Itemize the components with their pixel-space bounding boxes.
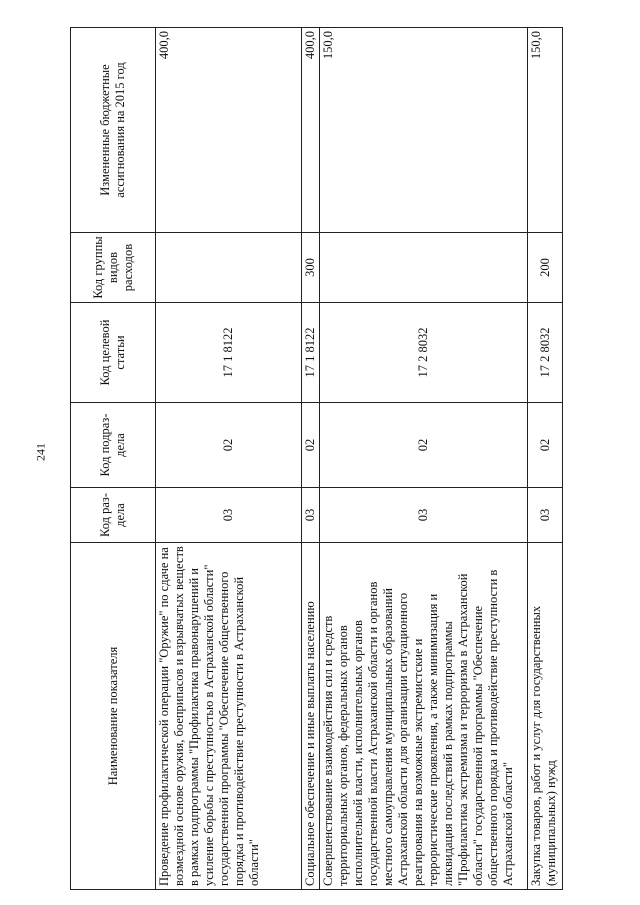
row-name: Социальное обеспечение и иные выплаты населению bbox=[302, 543, 320, 890]
row-expense-group bbox=[320, 233, 528, 303]
row-name: Проведение профилактической операции "Оружие" по сдаче на возмездной основе оружия, боеприпасов и взрывчатых веществ в рамках подпрограммы "Профилактика правонарушений и усиление борьбы с преступностью в Астраханской области" государственной программы "Обеспечение общественного порядка и противодействие преступности в Астраханской области" bbox=[156, 543, 302, 890]
budget-table bbox=[70, 27, 563, 890]
budget-table-wrapper bbox=[70, 28, 562, 890]
table-row bbox=[302, 28, 320, 890]
row-subsection: 02 bbox=[320, 403, 528, 488]
header-allocations: Измененные бюджетные ассигнования на 2015 год bbox=[71, 28, 156, 233]
header-expense-group: Код группы видов расходов bbox=[71, 233, 156, 303]
row-expense-group: 200 bbox=[528, 233, 563, 303]
row-target-item: 17 1 8122 bbox=[156, 303, 302, 403]
row-target-item: 17 2 8032 bbox=[528, 303, 563, 403]
row-target-item: 17 2 8032 bbox=[320, 303, 528, 403]
header-subsection: Код подраз- дела bbox=[71, 403, 156, 488]
row-section: 03 bbox=[320, 488, 528, 543]
row-amount: 150,0 bbox=[320, 28, 528, 233]
table-row bbox=[156, 28, 302, 890]
row-amount: 400,0 bbox=[302, 28, 320, 233]
page-number: 241 bbox=[33, 443, 48, 461]
row-amount: 150,0 bbox=[528, 28, 563, 233]
header-name: Наименование показателя bbox=[71, 543, 156, 890]
row-name: Закупка товаров, работ и услуг для государственных (муниципальных) нужд bbox=[528, 543, 563, 890]
row-subsection: 02 bbox=[528, 403, 563, 488]
row-amount: 400,0 bbox=[156, 28, 302, 233]
table-row bbox=[320, 28, 528, 890]
row-section: 03 bbox=[156, 488, 302, 543]
row-name: Совершенствование взаимодействия сил и средств территориальных органов, федеральных органов исполнительной власти, исполнительных органов государственной власти Астраханской области и органов местного самоуправления муниципальных образований Астраханской области для организации ситуационного реагирования на возможные экстремистские и террористические проявления, а также минимизация и ликвидация последствий в рамках подпрограммы "Профилактика экстремизма и терроризма в Астраханской области" государственной программы "Обеспечение общественного порядка и противодействие преступности в Астраханской области" bbox=[320, 543, 528, 890]
row-section: 03 bbox=[302, 488, 320, 543]
row-section: 03 bbox=[528, 488, 563, 543]
row-subsection: 02 bbox=[302, 403, 320, 488]
row-subsection: 02 bbox=[156, 403, 302, 488]
table-header-row bbox=[71, 28, 156, 890]
row-expense-group bbox=[156, 233, 302, 303]
header-target-item: Код целевой статьи bbox=[71, 303, 156, 403]
row-target-item: 17 1 8122 bbox=[302, 303, 320, 403]
header-section: Код раз- дела bbox=[71, 488, 156, 543]
row-expense-group: 300 bbox=[302, 233, 320, 303]
table-row bbox=[528, 28, 563, 890]
